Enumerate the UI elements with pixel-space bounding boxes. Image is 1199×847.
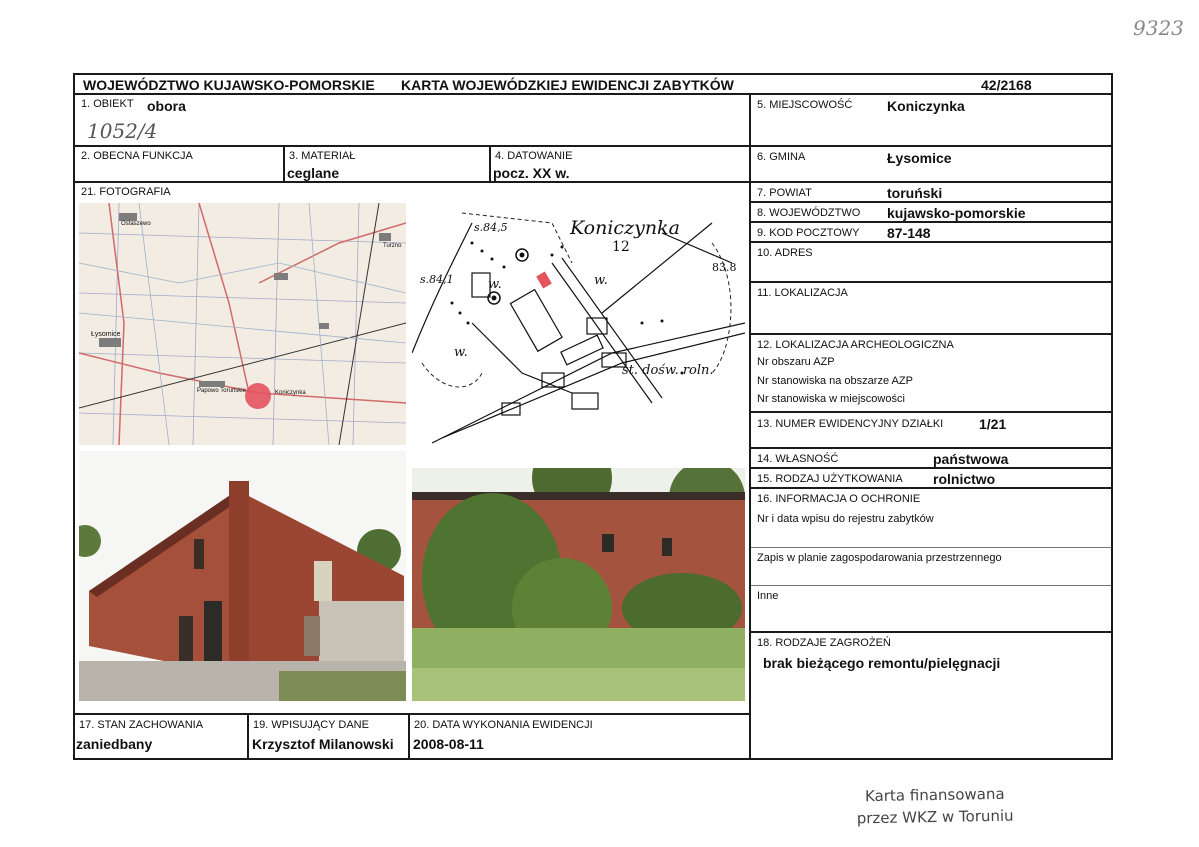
site-plan-map [412, 203, 745, 445]
field-label: 14. WŁASNOŚĆ [757, 453, 839, 465]
field-label: 20. DATA WYKONANIA EWIDENCJI [414, 719, 593, 731]
ochrona-line: Inne [757, 590, 779, 602]
field-value: zaniedbany [76, 736, 153, 752]
ochrona-line: Nr i data wpisu do rejestru zabytków [757, 513, 934, 525]
field-adres [749, 241, 1113, 283]
field-value: pocz. XX w. [493, 165, 570, 181]
header-row [73, 73, 1113, 95]
divider [751, 547, 1111, 548]
field-value: obora [147, 98, 186, 114]
field-powiat [749, 181, 1113, 203]
site-map-label: w. [594, 273, 608, 288]
field-material [283, 145, 491, 183]
field-label: 19. WPISUJĄCY DANE [253, 719, 369, 731]
field-stan [73, 713, 249, 760]
archeo-line: Nr stanowiska w miejscowości [757, 393, 905, 405]
field-label: 8. WOJEWÓDZTWO [757, 207, 861, 219]
field-label: 10. ADRES [757, 247, 813, 259]
scan-number-handwritten: 9323 [1133, 16, 1184, 40]
field-label: 3. MATERIAŁ [289, 150, 356, 162]
archeo-line: Nr stanowiska na obszarze AZP [757, 375, 913, 387]
field-lokalizacja [749, 281, 1113, 335]
field-funkcja [73, 145, 285, 183]
field-gmina [749, 145, 1113, 183]
site-map-label: w. [488, 277, 502, 292]
stamp-line: Karta finansowana [864, 784, 1005, 806]
field-kod-pocztowy [749, 221, 1113, 243]
field-value: Łysomice [887, 150, 952, 166]
field-value: Krzysztof Milanowski [252, 736, 394, 752]
header-number: 42/2168 [981, 77, 1032, 93]
site-map-title: Koniczynka [570, 217, 680, 239]
field-label: 4. DATOWANIE [495, 150, 573, 162]
field-value: państwowa [933, 451, 1009, 467]
field-datowanie [489, 145, 751, 183]
site-map-label: st. dośw. roln. [622, 363, 714, 378]
header-region: WOJEWÓDZTWO KUJAWSKO-POMORSKIE [83, 77, 375, 93]
field-rodzaje-zagrozen [749, 631, 1113, 760]
field-fotografia [73, 181, 751, 715]
site-map-label: w. [454, 345, 468, 360]
map-label: Ostaszewo [121, 221, 151, 227]
field-informacja-o-ochronie [749, 487, 1113, 633]
field-label: 12. LOKALIZACJA ARCHEOLOGICZNA [757, 339, 954, 351]
map-label: Koniczynka [275, 390, 306, 396]
field-wpisujacy [247, 713, 410, 760]
field-label: 18. RODZAJE ZAGROŻEŃ [757, 637, 891, 649]
topographic-map [79, 203, 406, 445]
photo-building-overgrown [412, 468, 745, 701]
field-label: 13. NUMER EWIDENCYJNY DZIAŁKI [757, 418, 944, 430]
field-value: kujawsko-pomorskie [887, 205, 1026, 221]
site-map-label: 83.8 [712, 261, 737, 274]
field-wlasnosc [749, 447, 1113, 469]
field-label: 15. RODZAJ UŻYTKOWANIA [757, 473, 903, 485]
field-value: 1/21 [979, 416, 1007, 432]
field-value: ceglane [287, 165, 340, 181]
archeo-line: Nr obszaru AZP [757, 356, 835, 368]
field-label: 6. GMINA [757, 151, 806, 163]
field-label: 2. OBECNA FUNKCJA [81, 150, 193, 162]
field-numer-dzialki [749, 411, 1113, 449]
field-value: 87-148 [887, 225, 931, 241]
site-map-label: 12 [612, 239, 630, 255]
field-value: rolnictwo [933, 471, 996, 487]
map-label: Łysomice [91, 331, 121, 338]
field-label: 1. OBIEKT [81, 98, 134, 110]
field-value: 2008-08-11 [413, 736, 484, 752]
header-title: KARTA WOJEWÓDZKIEJ EWIDENCJI ZABYTKÓW [401, 77, 734, 93]
field-obiekt [73, 93, 751, 147]
field-lokalizacja-archeologiczna [749, 333, 1113, 413]
field-label: 7. POWIAT [757, 187, 812, 199]
map-label: Turzno [383, 243, 402, 249]
site-map-label: s.84,1 [420, 273, 454, 286]
field-miejscowosc [749, 93, 1113, 147]
field-label: 5. MIEJSCOWOŚĆ [757, 99, 853, 111]
map-label: Papowo Toruńskie [197, 388, 246, 394]
field-label: 9. KOD POCZTOWY [757, 227, 860, 239]
field-label: 16. INFORMACJA O OCHRONIE [757, 493, 921, 505]
ochrona-line: Zapis w planie zagospodarowania przestrzennego [757, 552, 1002, 564]
handwritten-number: 1052/4 [87, 119, 158, 143]
field-label: 17. STAN ZACHOWANIA [79, 719, 204, 731]
site-map-label: s.84,5 [474, 221, 508, 234]
divider [751, 585, 1111, 586]
stamp-line: przez WKZ w Toruniu [856, 806, 1014, 828]
field-data [408, 713, 751, 760]
field-rodzaj-uzytkowania [749, 467, 1113, 489]
financing-stamp [850, 783, 1021, 830]
field-wojewodztwo [749, 201, 1113, 223]
field-value: toruński [887, 185, 943, 201]
field-label: 11. LOKALIZACJA [757, 287, 848, 299]
field-label: 21. FOTOGRAFIA [81, 186, 171, 198]
field-value: brak bieżącego remontu/pielęgnacji [763, 655, 1001, 671]
field-value: Koniczynka [887, 98, 965, 114]
photo-building-corner [79, 451, 406, 701]
